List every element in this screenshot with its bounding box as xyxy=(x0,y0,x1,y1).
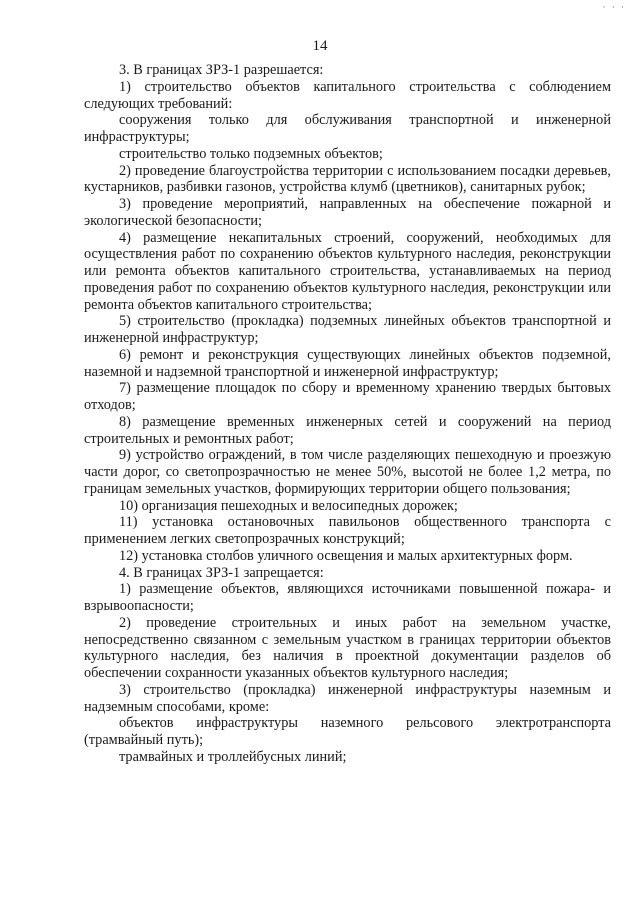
list-item: 12) установка столбов уличного освещения и малых архитектурных форм. xyxy=(119,547,573,564)
document-body xyxy=(84,62,611,766)
section-heading: 3. В границах ЗРЗ-1 разрешается: xyxy=(119,62,324,78)
list-item: 3) строительство (прокладка) инженерной инфраструктуры наземным и надземным способами, кроме: xyxy=(84,681,611,715)
corner-scan-mark: · · · xyxy=(602,2,626,12)
list-item: 11) установка остановочных павильонов общественного транспорта с применением легких светопрозрачных конструкций; xyxy=(84,514,611,547)
list-item: 5) строительство (прокладка) подземных линейных объектов транспортной и инженерной инфраструктур; xyxy=(84,313,611,346)
list-item: 1) строительство объектов капитального строительства с соблюдением следующих требований: xyxy=(84,78,611,112)
list-item: 10) организация пешеходных и велосипедных дорожек; xyxy=(119,497,458,514)
list-item: 8) размещение временных инженерных сетей и сооружений на период строительных и ремонтных работ; xyxy=(84,413,611,447)
list-subitem: объектов инфраструктуры наземного рельсового электротранспорта (трамвайный путь); xyxy=(84,715,611,748)
list-item: 4) размещение некапитальных строений, сооружений, необходимых для осуществления работ по сохранению объектов культурного наследия, реконструкции или ремонта объектов капитального строительства, устанавливаемых на период проведения работ по сохранению объектов культурного наследия, реконструкции или ремонта объектов капитального строительства; xyxy=(84,229,611,313)
list-item: 6) ремонт и реконструкция существующих линейных объектов подземной, наземной и надземной транспортной и инженерной инфраструктур; xyxy=(84,346,611,380)
list-item: 7) размещение площадок по сбору и временному хранению твердых бытовых отходов; xyxy=(84,380,611,413)
list-item: 3) проведение мероприятий, направленных на обеспечение пожарной и экологической безопасности; xyxy=(84,196,611,229)
list-item: 9) устройство ограждений, в том числе разделяющих пешеходную и проезжую части дорог, со светопрозрачностью не менее 50%, высотой не более 1,2 метра, по границам земельных участков, формирующих территории общего пользования; xyxy=(84,447,611,497)
page-number: 14 xyxy=(312,38,328,54)
list-subitem: трамвайных и троллейбусных линий; xyxy=(119,748,347,765)
list-subitem: сооружения только для обслуживания транспортной и инженерной инфраструктуры; xyxy=(84,112,611,145)
section-heading: 4. В границах ЗРЗ-1 запрещается: xyxy=(119,564,324,581)
list-subitem: строительство только подземных объектов; xyxy=(119,145,383,162)
list-item: 1) размещение объектов, являющихся источниками повышенной пожара- и взрывоопасности; xyxy=(84,581,611,614)
list-item: 2) проведение благоустройства территории с использованием посадки деревьев, кустарников, разбивки газонов, устройства клумб (цветников), санитарных рубок; xyxy=(84,162,611,196)
list-item: 2) проведение строительных и иных работ на земельном участке, непосредственно связанном с земельным участком в границах территории объектов культурного наследия, без наличия в проектной документации разделов об обеспечении сохранности указанных объектов культурного наследия; xyxy=(84,614,611,681)
